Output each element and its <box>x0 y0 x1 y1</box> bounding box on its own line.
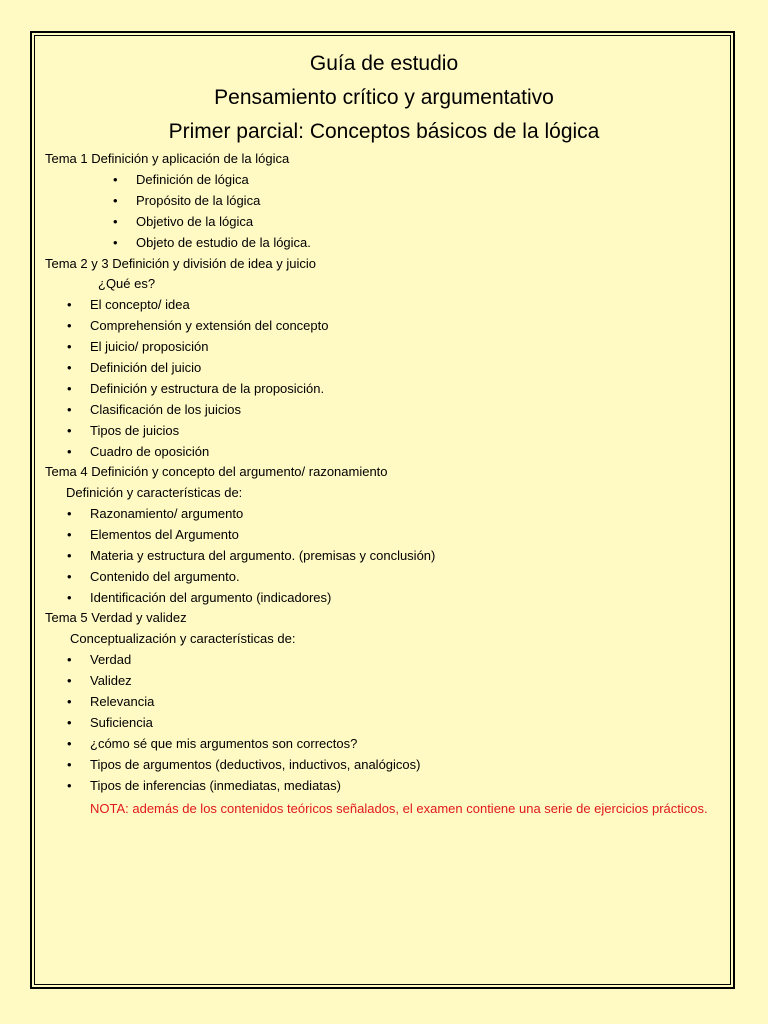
exam-note: NOTA: además de los contenidos teóricos señalados, el examen contiene una serie de ejercicios prácticos. <box>90 801 708 816</box>
bullet-icon: • <box>67 652 72 667</box>
list-item-text: Tipos de inferencias (inmediatas, mediatas) <box>90 778 341 793</box>
list-item-text: Materia y estructura del argumento. (premisas y conclusión) <box>90 548 436 563</box>
bullet-icon: • <box>67 381 72 396</box>
bullet-icon: • <box>113 193 118 208</box>
section-heading-tema-4: Tema 4 Definición y concepto del argumento/ razonamiento <box>45 464 388 479</box>
list-item-text: Verdad <box>90 652 132 667</box>
bullet-icon: • <box>67 527 72 542</box>
list-item-text: Tipos de argumentos (deductivos, inductivos, analógicos) <box>90 757 421 772</box>
section-subheading: ¿Qué es? <box>98 276 156 291</box>
list-item-text: Definición de lógica <box>136 172 249 187</box>
bullet-icon: • <box>67 590 72 605</box>
list-item-text: Definición del juicio <box>90 360 202 375</box>
list-item-text: Propósito de la lógica <box>136 193 261 208</box>
section-subheading: Conceptualización y características de: <box>70 631 296 646</box>
bullet-icon: • <box>67 318 72 333</box>
list-item-text: Clasificación de los juicios <box>90 402 242 417</box>
list-item-text: El concepto/ idea <box>90 297 190 312</box>
list-item-text: Comprehensión y extensión del concepto <box>90 318 329 333</box>
list-item-text: Elementos del Argumento <box>90 527 239 542</box>
list-item-text: Tipos de juicios <box>90 423 180 438</box>
list-item-text: Validez <box>90 673 132 688</box>
section-heading-tema-1: Tema 1 Definición y aplicación de la lógica <box>45 151 290 166</box>
bullet-icon: • <box>67 548 72 563</box>
section-subheading: Definición y características de: <box>66 485 243 500</box>
section-heading-tema-5: Tema 5 Verdad y validez <box>45 610 187 625</box>
list-item-text: Razonamiento/ argumento <box>90 506 244 521</box>
bullet-icon: • <box>67 339 72 354</box>
list-item-text: Relevancia <box>90 694 155 709</box>
list-item-text: Objetivo de la lógica <box>136 214 254 229</box>
bullet-icon: • <box>113 235 118 250</box>
list-item-text: El juicio/ proposición <box>90 339 209 354</box>
list-item-text: Cuadro de oposición <box>90 444 210 459</box>
list-item-text: Objeto de estudio de la lógica. <box>136 235 311 250</box>
bullet-icon: • <box>67 694 72 709</box>
bullet-icon: • <box>67 444 72 459</box>
list-item-text: ¿cómo sé que mis argumentos son correctos? <box>90 736 358 751</box>
bullet-icon: • <box>67 673 72 688</box>
bullet-icon: • <box>67 423 72 438</box>
bullet-icon: • <box>113 172 118 187</box>
title-line-3: Primer parcial: Conceptos básicos de la lógica <box>168 120 600 143</box>
bullet-icon: • <box>67 736 72 751</box>
bullet-icon: • <box>67 757 72 772</box>
document-title <box>0 50 768 152</box>
bullet-icon: • <box>67 569 72 584</box>
bullet-icon: • <box>67 506 72 521</box>
bullet-icon: • <box>113 214 118 229</box>
bullet-icon: • <box>67 715 72 730</box>
list-item-text: Definición y estructura de la proposición. <box>90 381 325 396</box>
list-item-text: Suficiencia <box>90 715 153 730</box>
list-item-text: Contenido del argumento. <box>90 569 240 584</box>
bullet-icon: • <box>67 778 72 793</box>
bullet-icon: • <box>67 360 72 375</box>
title-line-2: Pensamiento crítico y argumentativo <box>214 86 554 109</box>
title-line-1: Guía de estudio <box>309 52 459 75</box>
bullet-icon: • <box>67 297 72 312</box>
section-heading-tema-2-3: Tema 2 y 3 Definición y división de idea y juicio <box>45 256 316 271</box>
bullet-icon: • <box>67 402 72 417</box>
list-item-text: Identificación del argumento (indicadores) <box>90 590 332 605</box>
